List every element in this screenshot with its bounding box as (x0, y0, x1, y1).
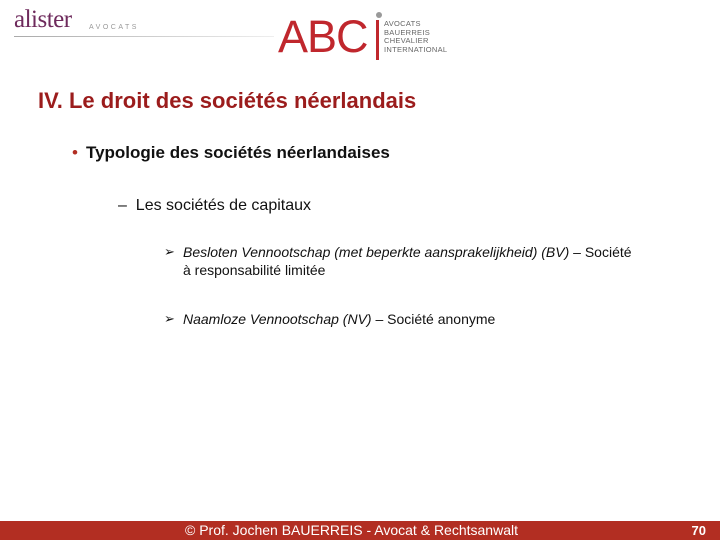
abci-sub-line: CHEVALIER (384, 36, 429, 46)
item-translation: – Société anonyme (371, 311, 496, 327)
list-item (164, 310, 634, 328)
bullet-dot-icon: • (72, 143, 78, 162)
page-number: 70 (691, 523, 706, 538)
arrow-bullet-icon: ➢ (164, 244, 175, 259)
list-item (164, 243, 634, 279)
slide-title: IV. Le droit des sociétés néerlandais (38, 88, 417, 113)
header-divider (14, 36, 274, 37)
footer-bar (0, 521, 720, 540)
bullet-level1 (72, 143, 390, 163)
abci-sub-line: AVOCATS (384, 19, 421, 28)
alister-logo-sub: AVOCATS (89, 24, 139, 31)
abci-logo-sub (384, 20, 447, 55)
abci-logo-text: ABC (278, 11, 368, 62)
abci-sub-line: INTERNATIONAL (384, 45, 448, 55)
abci-sub-line: BAUERREIS (384, 27, 431, 37)
arrow-bullet-icon: ➢ (164, 311, 175, 326)
bullet-level1-text: Typologie des sociétés néerlandaises (85, 143, 390, 162)
abci-i-bar (376, 20, 379, 60)
item-term: Naamloze Vennootschap (NV) (183, 311, 372, 327)
bullet-level2 (118, 197, 311, 215)
item-translation: – Société à responsabilité limitée (183, 244, 632, 278)
item-term: Besloten Vennootschap (met beperkte aansprakelijkheid) (BV) (183, 244, 570, 260)
bullet-level2-text: Les sociétés de capitaux (135, 197, 312, 214)
footer-copyright: © Prof. Jochen BAUERREIS - Avocat & Rechtsanwalt (185, 522, 518, 538)
dash-icon: – (118, 197, 136, 214)
alister-logo-text: alister (14, 6, 72, 33)
abci-dot (376, 12, 382, 18)
